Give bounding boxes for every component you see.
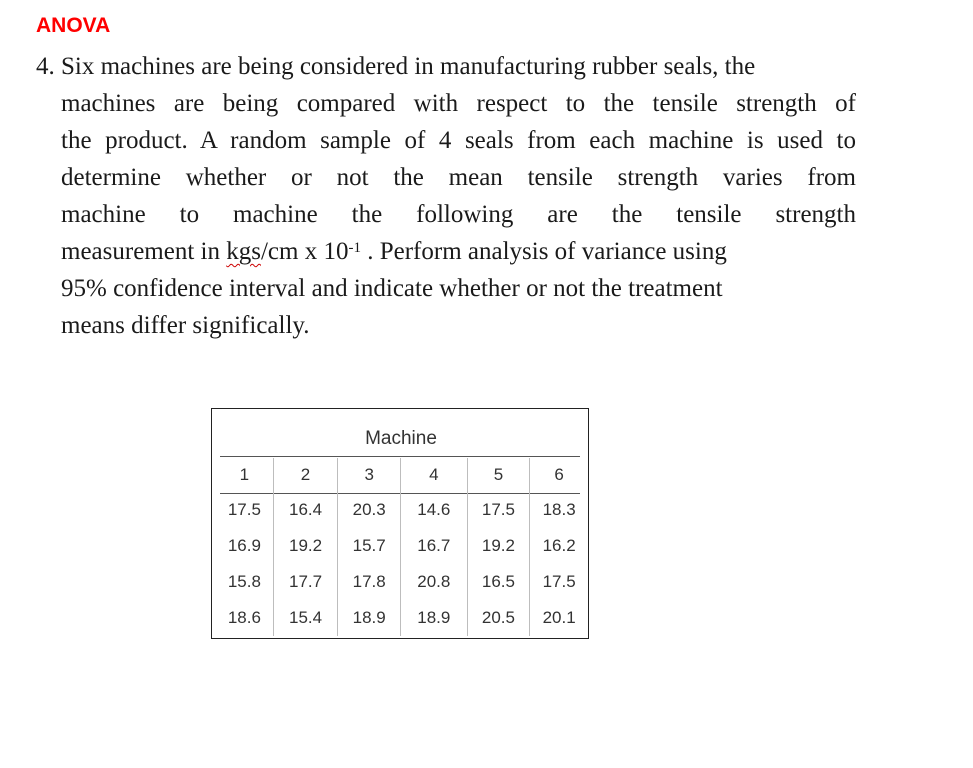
problem-line: the product. A random sample of 4 seals from each machine is used to: [61, 127, 856, 154]
table-cell: 18.3: [530, 492, 588, 528]
problem-line: means differ significally.: [61, 312, 310, 339]
problem-line: machine to machine the following are the tensile strength: [61, 201, 856, 228]
table-cell: 16.9: [227, 536, 261, 555]
table-row: [216, 528, 588, 564]
table-cell: 20.5: [467, 600, 530, 636]
column-header: 3: [338, 458, 401, 492]
column-header: 1: [239, 465, 250, 484]
table-caption: Machine: [365, 428, 437, 449]
page-heading: ANOVA: [36, 14, 111, 37]
table-cell: 15.8: [227, 572, 261, 591]
table-cell: 17.5: [227, 500, 261, 519]
table-cell: 16.4: [273, 492, 338, 528]
table-cell: 19.2: [273, 528, 338, 564]
table-cell: 17.5: [530, 564, 588, 600]
table-cell: 18.9: [338, 600, 401, 636]
problem-line: machines are being compared with respect to the tensile strength of: [61, 90, 856, 117]
column-header: 2: [273, 458, 338, 492]
tensile-strength-table: [216, 458, 588, 636]
table-cell: 20.1: [530, 600, 588, 636]
table-cell: 16.7: [401, 528, 468, 564]
problem-line: determine whether or not the mean tensile strength varies from: [61, 164, 856, 191]
unit-kgs: kgs: [226, 238, 261, 265]
table-cell: 16.2: [530, 528, 588, 564]
table-cell: 19.2: [467, 528, 530, 564]
column-header: 4: [401, 458, 468, 492]
units-prefix: measurement in: [61, 238, 227, 265]
caption-divider: [220, 456, 580, 457]
column-header: 6: [530, 458, 588, 492]
table-cell: 18.6: [227, 608, 261, 627]
units-suffix: . Perform analysis of variance using: [360, 238, 727, 265]
problem-statement: [36, 48, 856, 344]
table-row: [216, 492, 588, 528]
table-cell: 15.7: [338, 528, 401, 564]
table-row: [216, 600, 588, 636]
table-header-row: [216, 458, 588, 492]
table-cell: 17.5: [467, 492, 530, 528]
table-cell: 18.9: [401, 600, 468, 636]
units-exponent: -1: [348, 240, 361, 256]
table-cell: 20.3: [338, 492, 401, 528]
table-cell: 14.6: [401, 492, 468, 528]
data-table-image: [211, 408, 589, 639]
table-cell: 17.8: [338, 564, 401, 600]
table-cell: 20.8: [401, 564, 468, 600]
problem-line: 4. Six machines are being considered in manufacturing rubber seals, the: [36, 53, 756, 80]
table-cell: 16.5: [467, 564, 530, 600]
column-header: 5: [467, 458, 530, 492]
table-cell: 15.4: [273, 600, 338, 636]
table-row: [216, 564, 588, 600]
table-cell: 17.7: [273, 564, 338, 600]
problem-line-units: [36, 233, 856, 270]
problem-line: 95% confidence interval and indicate whether or not the treatment: [61, 275, 723, 302]
units-mid: /cm x 10: [260, 238, 349, 265]
